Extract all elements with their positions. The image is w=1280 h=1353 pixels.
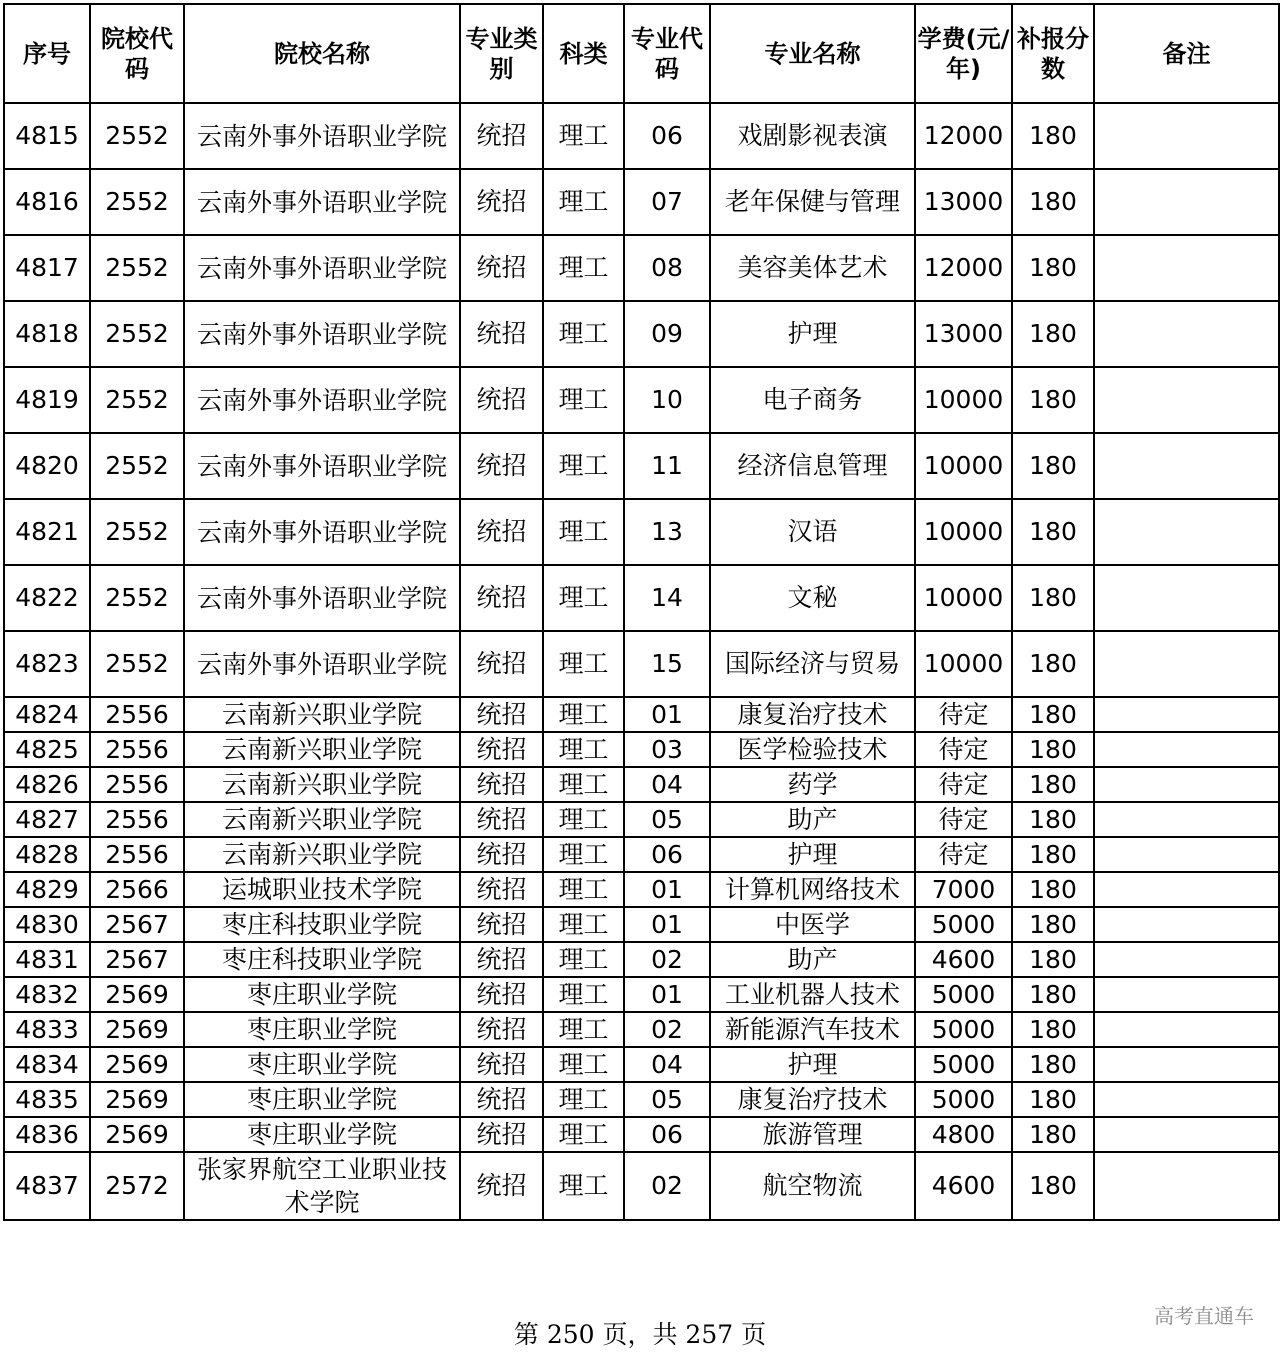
cell-score: 180 xyxy=(1012,169,1094,235)
cell-category: 理工 xyxy=(543,767,624,802)
cell-tuition: 12000 xyxy=(915,235,1012,301)
cell-major-type: 统招 xyxy=(460,1047,543,1082)
cell-major-name: 助产 xyxy=(710,802,915,837)
table-row xyxy=(4,1082,1279,1117)
cell-major-name: 计算机网络技术 xyxy=(710,872,915,907)
cell-score: 180 xyxy=(1012,942,1094,977)
cell-major-type: 统招 xyxy=(460,1117,543,1152)
cell-remark xyxy=(1094,1152,1279,1220)
cell-tuition: 10000 xyxy=(915,631,1012,697)
cell-major-name: 药学 xyxy=(710,767,915,802)
cell-seq: 4820 xyxy=(4,433,90,499)
cell-major-code: 02 xyxy=(624,1152,710,1220)
cell-major-type: 统招 xyxy=(460,631,543,697)
header-school-code: 院校代码 xyxy=(90,4,184,103)
cell-school-code: 2552 xyxy=(90,433,184,499)
cell-school-name: 枣庄职业学院 xyxy=(184,1082,460,1117)
cell-category: 理工 xyxy=(543,433,624,499)
cell-school-name: 云南外事外语职业学院 xyxy=(184,433,460,499)
cell-category: 理工 xyxy=(543,872,624,907)
cell-tuition: 5000 xyxy=(915,907,1012,942)
cell-seq: 4817 xyxy=(4,235,90,301)
cell-score: 180 xyxy=(1012,802,1094,837)
cell-major-code: 02 xyxy=(624,1012,710,1047)
cell-tuition: 7000 xyxy=(915,872,1012,907)
cell-seq: 4818 xyxy=(4,301,90,367)
cell-remark xyxy=(1094,802,1279,837)
cell-remark xyxy=(1094,499,1279,565)
cell-major-code: 06 xyxy=(624,103,710,169)
cell-school-name: 云南外事外语职业学院 xyxy=(184,631,460,697)
cell-tuition: 4800 xyxy=(915,1117,1012,1152)
cell-major-type: 统招 xyxy=(460,367,543,433)
cell-school-name: 枣庄职业学院 xyxy=(184,1117,460,1152)
cell-major-code: 07 xyxy=(624,169,710,235)
cell-school-name: 枣庄职业学院 xyxy=(184,977,460,1012)
cell-school-code: 2567 xyxy=(90,942,184,977)
cell-tuition: 10000 xyxy=(915,433,1012,499)
cell-major-type: 统招 xyxy=(460,732,543,767)
watermark: 高考直通车 xyxy=(1154,1304,1254,1328)
cell-score: 180 xyxy=(1012,977,1094,1012)
table-row xyxy=(4,433,1279,499)
cell-score: 180 xyxy=(1012,767,1094,802)
cell-tuition: 10000 xyxy=(915,367,1012,433)
cell-remark xyxy=(1094,235,1279,301)
cell-seq: 4834 xyxy=(4,1047,90,1082)
cell-major-name: 汉语 xyxy=(710,499,915,565)
cell-tuition: 5000 xyxy=(915,977,1012,1012)
cell-category: 理工 xyxy=(543,631,624,697)
cell-major-type: 统招 xyxy=(460,697,543,732)
cell-school-code: 2566 xyxy=(90,872,184,907)
cell-school-name: 枣庄科技职业学院 xyxy=(184,907,460,942)
cell-school-name: 云南外事外语职业学院 xyxy=(184,235,460,301)
cell-major-type: 统招 xyxy=(460,872,543,907)
cell-school-name: 云南新兴职业学院 xyxy=(184,837,460,872)
cell-category: 理工 xyxy=(543,697,624,732)
cell-major-type: 统招 xyxy=(460,499,543,565)
table-row xyxy=(4,499,1279,565)
cell-major-name: 航空物流 xyxy=(710,1152,915,1220)
table-row xyxy=(4,1012,1279,1047)
table-row xyxy=(4,103,1279,169)
cell-major-code: 14 xyxy=(624,565,710,631)
cell-major-name: 美容美体艺术 xyxy=(710,235,915,301)
header-major-code: 专业代码 xyxy=(624,4,710,103)
table-row xyxy=(4,732,1279,767)
table-row xyxy=(4,169,1279,235)
cell-remark xyxy=(1094,942,1279,977)
cell-school-code: 2569 xyxy=(90,1012,184,1047)
cell-seq: 4829 xyxy=(4,872,90,907)
cell-seq: 4822 xyxy=(4,565,90,631)
cell-tuition: 10000 xyxy=(915,499,1012,565)
cell-major-name: 新能源汽车技术 xyxy=(710,1012,915,1047)
table-row xyxy=(4,977,1279,1012)
cell-seq: 4837 xyxy=(4,1152,90,1220)
table-row xyxy=(4,767,1279,802)
cell-major-name: 助产 xyxy=(710,942,915,977)
cell-category: 理工 xyxy=(543,942,624,977)
cell-tuition: 4600 xyxy=(915,1152,1012,1220)
cell-major-type: 统招 xyxy=(460,837,543,872)
cell-score: 180 xyxy=(1012,367,1094,433)
cell-major-name: 电子商务 xyxy=(710,367,915,433)
cell-major-code: 06 xyxy=(624,1117,710,1152)
cell-remark xyxy=(1094,301,1279,367)
header-tuition: 学费(元/年) xyxy=(915,4,1012,103)
cell-category: 理工 xyxy=(543,565,624,631)
cell-remark xyxy=(1094,103,1279,169)
table-row xyxy=(4,631,1279,697)
cell-seq: 4835 xyxy=(4,1082,90,1117)
cell-seq: 4825 xyxy=(4,732,90,767)
cell-school-code: 2556 xyxy=(90,802,184,837)
cell-score: 180 xyxy=(1012,732,1094,767)
cell-major-name: 旅游管理 xyxy=(710,1117,915,1152)
cell-major-name: 医学检验技术 xyxy=(710,732,915,767)
cell-category: 理工 xyxy=(543,235,624,301)
cell-major-name: 护理 xyxy=(710,1047,915,1082)
cell-tuition: 待定 xyxy=(915,837,1012,872)
cell-school-name: 云南新兴职业学院 xyxy=(184,732,460,767)
cell-tuition: 4600 xyxy=(915,942,1012,977)
cell-major-code: 08 xyxy=(624,235,710,301)
cell-major-code: 03 xyxy=(624,732,710,767)
cell-score: 180 xyxy=(1012,499,1094,565)
cell-score: 180 xyxy=(1012,235,1094,301)
cell-major-type: 统招 xyxy=(460,907,543,942)
header-major-type: 专业类别 xyxy=(460,4,543,103)
header-school-name: 院校名称 xyxy=(184,4,460,103)
cell-major-name: 康复治疗技术 xyxy=(710,697,915,732)
cell-seq: 4815 xyxy=(4,103,90,169)
cell-school-code: 2552 xyxy=(90,301,184,367)
cell-major-code: 09 xyxy=(624,301,710,367)
cell-major-code: 05 xyxy=(624,1082,710,1117)
header-score: 补报分数 xyxy=(1012,4,1094,103)
cell-tuition: 待定 xyxy=(915,802,1012,837)
cell-seq: 4826 xyxy=(4,767,90,802)
cell-major-name: 康复治疗技术 xyxy=(710,1082,915,1117)
cell-major-code: 10 xyxy=(624,367,710,433)
cell-tuition: 待定 xyxy=(915,697,1012,732)
cell-seq: 4816 xyxy=(4,169,90,235)
cell-major-name: 文秘 xyxy=(710,565,915,631)
table-row xyxy=(4,872,1279,907)
cell-remark xyxy=(1094,977,1279,1012)
cell-remark xyxy=(1094,837,1279,872)
cell-school-code: 2556 xyxy=(90,837,184,872)
cell-major-code: 04 xyxy=(624,1047,710,1082)
cell-major-code: 02 xyxy=(624,942,710,977)
cell-school-code: 2556 xyxy=(90,767,184,802)
cell-school-code: 2552 xyxy=(90,367,184,433)
cell-school-code: 2572 xyxy=(90,1152,184,1220)
cell-school-name: 云南外事外语职业学院 xyxy=(184,169,460,235)
cell-school-name: 云南新兴职业学院 xyxy=(184,767,460,802)
cell-major-type: 统招 xyxy=(460,1012,543,1047)
cell-school-code: 2552 xyxy=(90,565,184,631)
cell-major-type: 统招 xyxy=(460,1082,543,1117)
cell-category: 理工 xyxy=(543,1047,624,1082)
cell-school-name: 张家界航空工业职业技术学院 xyxy=(184,1152,460,1220)
cell-seq: 4824 xyxy=(4,697,90,732)
cell-category: 理工 xyxy=(543,1012,624,1047)
cell-major-code: 04 xyxy=(624,767,710,802)
cell-school-name: 运城职业技术学院 xyxy=(184,872,460,907)
cell-category: 理工 xyxy=(543,977,624,1012)
cell-score: 180 xyxy=(1012,1152,1094,1220)
cell-seq: 4833 xyxy=(4,1012,90,1047)
cell-major-name: 中医学 xyxy=(710,907,915,942)
cell-major-name: 戏剧影视表演 xyxy=(710,103,915,169)
cell-remark xyxy=(1094,433,1279,499)
cell-school-name: 云南新兴职业学院 xyxy=(184,697,460,732)
cell-seq: 4821 xyxy=(4,499,90,565)
cell-category: 理工 xyxy=(543,1152,624,1220)
header-category: 科类 xyxy=(543,4,624,103)
cell-score: 180 xyxy=(1012,565,1094,631)
table-row xyxy=(4,301,1279,367)
cell-school-name: 云南外事外语职业学院 xyxy=(184,301,460,367)
cell-school-code: 2567 xyxy=(90,907,184,942)
table-row xyxy=(4,942,1279,977)
table-row xyxy=(4,837,1279,872)
cell-major-type: 统招 xyxy=(460,942,543,977)
cell-school-name: 云南外事外语职业学院 xyxy=(184,499,460,565)
cell-remark xyxy=(1094,872,1279,907)
cell-category: 理工 xyxy=(543,732,624,767)
cell-major-type: 统招 xyxy=(460,977,543,1012)
cell-seq: 4836 xyxy=(4,1117,90,1152)
table-row xyxy=(4,697,1279,732)
cell-school-code: 2569 xyxy=(90,1082,184,1117)
cell-tuition: 12000 xyxy=(915,103,1012,169)
cell-category: 理工 xyxy=(543,301,624,367)
cell-score: 180 xyxy=(1012,631,1094,697)
cell-major-name: 护理 xyxy=(710,301,915,367)
table-row xyxy=(4,367,1279,433)
cell-score: 180 xyxy=(1012,433,1094,499)
cell-category: 理工 xyxy=(543,907,624,942)
cell-major-code: 13 xyxy=(624,499,710,565)
cell-category: 理工 xyxy=(543,1082,624,1117)
table-row xyxy=(4,235,1279,301)
cell-school-name: 云南外事外语职业学院 xyxy=(184,103,460,169)
cell-tuition: 13000 xyxy=(915,301,1012,367)
cell-remark xyxy=(1094,907,1279,942)
cell-remark xyxy=(1094,565,1279,631)
cell-school-code: 2552 xyxy=(90,103,184,169)
cell-major-code: 05 xyxy=(624,802,710,837)
cell-tuition: 待定 xyxy=(915,732,1012,767)
cell-seq: 4823 xyxy=(4,631,90,697)
cell-category: 理工 xyxy=(543,103,624,169)
table-row xyxy=(4,802,1279,837)
cell-score: 180 xyxy=(1012,697,1094,732)
cell-tuition: 13000 xyxy=(915,169,1012,235)
cell-category: 理工 xyxy=(543,837,624,872)
cell-major-type: 统招 xyxy=(460,169,543,235)
cell-seq: 4828 xyxy=(4,837,90,872)
cell-school-code: 2552 xyxy=(90,499,184,565)
cell-major-type: 统招 xyxy=(460,1152,543,1220)
cell-tuition: 10000 xyxy=(915,565,1012,631)
cell-school-name: 枣庄科技职业学院 xyxy=(184,942,460,977)
cell-major-code: 01 xyxy=(624,907,710,942)
cell-score: 180 xyxy=(1012,301,1094,367)
cell-remark xyxy=(1094,697,1279,732)
cell-school-name: 云南外事外语职业学院 xyxy=(184,565,460,631)
cell-remark xyxy=(1094,1082,1279,1117)
cell-school-code: 2556 xyxy=(90,697,184,732)
cell-tuition: 5000 xyxy=(915,1082,1012,1117)
cell-school-code: 2569 xyxy=(90,1047,184,1082)
cell-score: 180 xyxy=(1012,872,1094,907)
cell-remark xyxy=(1094,1047,1279,1082)
cell-major-code: 15 xyxy=(624,631,710,697)
cell-remark xyxy=(1094,367,1279,433)
cell-major-name: 国际经济与贸易 xyxy=(710,631,915,697)
cell-remark xyxy=(1094,1012,1279,1047)
cell-school-name: 枣庄职业学院 xyxy=(184,1012,460,1047)
cell-score: 180 xyxy=(1012,1047,1094,1082)
cell-major-type: 统招 xyxy=(460,433,543,499)
cell-major-code: 06 xyxy=(624,837,710,872)
cell-remark xyxy=(1094,169,1279,235)
cell-major-code: 11 xyxy=(624,433,710,499)
cell-score: 180 xyxy=(1012,1082,1094,1117)
cell-category: 理工 xyxy=(543,169,624,235)
header-major-name: 专业名称 xyxy=(710,4,915,103)
cell-major-type: 统招 xyxy=(460,301,543,367)
cell-school-code: 2556 xyxy=(90,732,184,767)
cell-remark xyxy=(1094,631,1279,697)
cell-category: 理工 xyxy=(543,802,624,837)
cell-tuition: 5000 xyxy=(915,1047,1012,1082)
cell-category: 理工 xyxy=(543,1117,624,1152)
cell-seq: 4819 xyxy=(4,367,90,433)
cell-seq: 4831 xyxy=(4,942,90,977)
cell-school-name: 云南新兴职业学院 xyxy=(184,802,460,837)
header-remark: 备注 xyxy=(1094,4,1279,103)
cell-school-code: 2569 xyxy=(90,977,184,1012)
cell-major-type: 统招 xyxy=(460,802,543,837)
cell-school-name: 枣庄职业学院 xyxy=(184,1047,460,1082)
cell-seq: 4830 xyxy=(4,907,90,942)
cell-seq: 4827 xyxy=(4,802,90,837)
cell-major-type: 统招 xyxy=(460,565,543,631)
cell-major-code: 01 xyxy=(624,977,710,1012)
cell-score: 180 xyxy=(1012,1117,1094,1152)
cell-major-type: 统招 xyxy=(460,235,543,301)
table-row xyxy=(4,565,1279,631)
cell-major-name: 工业机器人技术 xyxy=(710,977,915,1012)
cell-score: 180 xyxy=(1012,907,1094,942)
cell-school-code: 2569 xyxy=(90,1117,184,1152)
table-row xyxy=(4,907,1279,942)
cell-major-type: 统招 xyxy=(460,103,543,169)
cell-seq: 4832 xyxy=(4,977,90,1012)
cell-tuition: 待定 xyxy=(915,767,1012,802)
cell-major-type: 统招 xyxy=(460,767,543,802)
cell-school-code: 2552 xyxy=(90,235,184,301)
cell-major-code: 01 xyxy=(624,697,710,732)
header-row xyxy=(4,4,1279,103)
page-number: 第 250 页，共 257 页 xyxy=(513,1320,767,1349)
cell-tuition: 5000 xyxy=(915,1012,1012,1047)
cell-major-name: 护理 xyxy=(710,837,915,872)
cell-major-name: 经济信息管理 xyxy=(710,433,915,499)
cell-score: 180 xyxy=(1012,1012,1094,1047)
cell-remark xyxy=(1094,1117,1279,1152)
table-row xyxy=(4,1047,1279,1082)
cell-school-name: 云南外事外语职业学院 xyxy=(184,367,460,433)
cell-major-name: 老年保健与管理 xyxy=(710,169,915,235)
cell-remark xyxy=(1094,767,1279,802)
cell-category: 理工 xyxy=(543,499,624,565)
cell-school-code: 2552 xyxy=(90,169,184,235)
cell-school-code: 2552 xyxy=(90,631,184,697)
table-row xyxy=(4,1117,1279,1152)
cell-category: 理工 xyxy=(543,367,624,433)
admission-table xyxy=(3,3,1280,1221)
table-row xyxy=(4,1152,1279,1220)
header-seq: 序号 xyxy=(4,4,90,103)
cell-remark xyxy=(1094,732,1279,767)
cell-score: 180 xyxy=(1012,103,1094,169)
cell-score: 180 xyxy=(1012,837,1094,872)
cell-major-code: 01 xyxy=(624,872,710,907)
